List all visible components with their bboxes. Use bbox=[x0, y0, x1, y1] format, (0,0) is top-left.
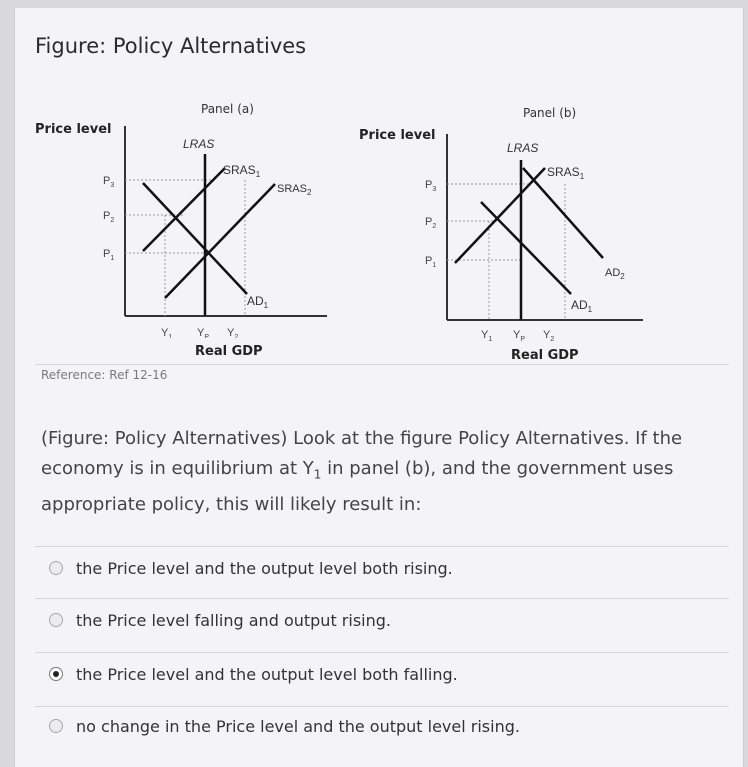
panel-a-lras-label: LRAS bbox=[183, 137, 215, 151]
radio-button[interactable] bbox=[49, 719, 63, 733]
panel-b-graph bbox=[15, 8, 743, 358]
panel-a-price-tick-p3: $P_3$ bbox=[103, 175, 115, 189]
panel-b-ad2-label: $AD_2$ bbox=[605, 267, 625, 281]
panel-b-price-tick-p1: $P_1$ bbox=[425, 255, 437, 269]
option-divider bbox=[35, 598, 729, 599]
radio-button-selected[interactable] bbox=[49, 667, 63, 681]
panel-b-lras-label: LRAS bbox=[507, 141, 539, 155]
option-divider bbox=[35, 546, 729, 547]
figure-title: Figure: Policy Alternatives bbox=[35, 34, 307, 58]
answer-option-3[interactable] bbox=[49, 660, 458, 688]
panel-b-ad1-line bbox=[481, 202, 571, 294]
panel-b-gdp-tick-yp: $Y_P$ bbox=[513, 329, 526, 343]
panel-b-gdp-tick-y2: $Y_2$ bbox=[543, 329, 555, 343]
option-divider bbox=[35, 652, 729, 653]
panel-a-gdp-tick-y1: $Y_1$ bbox=[161, 327, 173, 338]
answer-option-2[interactable] bbox=[49, 606, 391, 634]
panel-a-x-axis-label: Real GDP bbox=[195, 344, 263, 359]
panel-a-ad1-label: $AD_1$ bbox=[247, 294, 269, 310]
reference-text: Reference: Ref 12-16 bbox=[41, 368, 168, 382]
panel-b-sras1-line bbox=[455, 168, 545, 263]
panel-a-price-tick-p1: $P_1$ bbox=[103, 248, 115, 262]
answer-option-4[interactable] bbox=[49, 712, 520, 740]
answer-option-label: the Price level falling and output rising. bbox=[76, 610, 391, 630]
panel-b-gdp-tick-y1: $Y_1$ bbox=[481, 329, 493, 343]
panel-a-sras1-label: $SRAS_1$ bbox=[223, 163, 261, 179]
radio-button[interactable] bbox=[49, 613, 63, 627]
radio-button[interactable] bbox=[49, 561, 63, 575]
question-text: (Figure: Policy Alternatives) Look at the figure Policy Alternatives. If the economy is in equilibrium at $Y_1$ in panel (b), and the government uses appropriate policy, this will likely result in: bbox=[41, 428, 683, 515]
panel-a-gdp-tick-y2: $Y_2$ bbox=[227, 327, 239, 338]
answer-option-label: the Price level and the output level both falling. bbox=[76, 664, 458, 684]
question-card bbox=[14, 8, 744, 767]
panel-b-price-tick-p2: $P_2$ bbox=[425, 216, 437, 230]
panel-a-sras2-label: $SRAS_2$ bbox=[277, 183, 312, 197]
panel-b-y-axis-label: Price level bbox=[359, 128, 436, 143]
answer-option-label: the Price level and the output level both rising. bbox=[76, 558, 453, 578]
panel-a-gdp-tick-yp: $Y_P$ bbox=[197, 327, 210, 338]
panel-a-y-axis-label: Price level bbox=[35, 122, 112, 137]
panel-b-sras1-label: $SRAS_1$ bbox=[547, 165, 585, 181]
panel-b-title: Panel (b) bbox=[523, 106, 577, 120]
panel-a-title: Panel (a) bbox=[201, 102, 254, 116]
option-divider bbox=[35, 706, 729, 707]
panel-b-ad2-line bbox=[523, 168, 603, 258]
panel-b-price-tick-p3: $P_3$ bbox=[425, 179, 437, 193]
panel-b-x-axis-label: Real GDP bbox=[511, 348, 579, 363]
panel-a-price-tick-p2: $P_2$ bbox=[103, 210, 115, 224]
figure-divider bbox=[35, 364, 729, 365]
panel-b-ad1-label: $AD_1$ bbox=[571, 298, 593, 314]
answer-option-label: no change in the Price level and the output level rising. bbox=[76, 716, 520, 736]
answer-option-1[interactable] bbox=[49, 554, 453, 582]
